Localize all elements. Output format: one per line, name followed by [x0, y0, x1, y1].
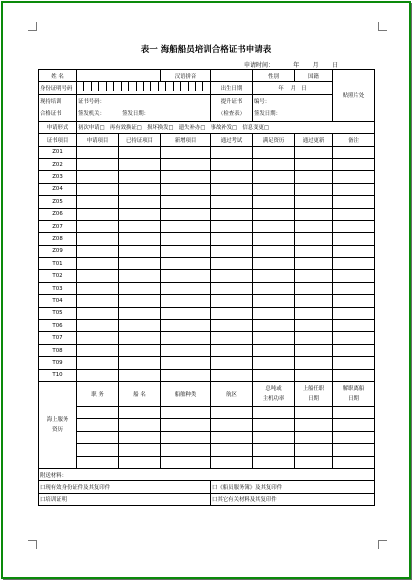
header-cell: 证书项目: [39, 134, 77, 146]
header-cell: 申请项目: [77, 134, 119, 146]
cert-item-cell[interactable]: [161, 307, 211, 319]
cert-item-cell[interactable]: [253, 258, 295, 270]
service-header: 解职离船 日期: [333, 381, 375, 406]
cert-item-cell[interactable]: [119, 258, 161, 270]
cert-item-row: [39, 245, 375, 257]
cert-item-cell[interactable]: [211, 344, 253, 356]
cert-item-cell[interactable]: [119, 357, 161, 369]
pinyin-label: 汉语拼音: [161, 70, 211, 82]
cert-item-row: [39, 208, 375, 220]
service-cell[interactable]: [77, 431, 119, 443]
upgrade-cert-label: 提升证书 （检查表）: [211, 94, 253, 121]
service-cell[interactable]: [333, 444, 375, 456]
service-row: [39, 406, 375, 418]
cert-item-cell[interactable]: [295, 270, 333, 282]
cert-item-cell[interactable]: [211, 282, 253, 294]
cert-item-cell[interactable]: [211, 183, 253, 195]
cert-item-cell[interactable]: [77, 332, 119, 344]
cert-item-cell[interactable]: [119, 282, 161, 294]
cert-code: T01: [39, 258, 77, 270]
cert-item-cell[interactable]: [333, 146, 375, 158]
attachment-servicebook-checkbox[interactable]: 口《船员服务簿》及其复印件: [211, 481, 375, 493]
cert-item-cell[interactable]: [253, 369, 295, 381]
cert-item-cell[interactable]: [253, 233, 295, 245]
cert-item-row: [39, 233, 375, 245]
cert-code: T03: [39, 282, 77, 294]
cert-item-cell[interactable]: [295, 307, 333, 319]
cert-item-cell[interactable]: [161, 171, 211, 183]
service-header: 上船任职 日期: [295, 381, 333, 406]
header-cell: 备注: [333, 134, 375, 146]
gender-label: 性别: [253, 70, 295, 82]
service-row: [39, 419, 375, 431]
cert-item-cell[interactable]: [333, 245, 375, 257]
cert-item-row: [39, 344, 375, 356]
header-cell: 新增项目: [161, 134, 211, 146]
cert-item-cell[interactable]: [119, 233, 161, 245]
service-cell[interactable]: [253, 444, 295, 456]
cert-item-cell[interactable]: [295, 158, 333, 170]
cert-item-cell[interactable]: [295, 295, 333, 307]
crop-mark: [28, 540, 37, 549]
form-title: 表一 海船船员培训合格证书申请表: [140, 45, 272, 55]
cert-item-cell[interactable]: [295, 183, 333, 195]
cert-item-cell[interactable]: [161, 158, 211, 170]
cert-item-cell[interactable]: [295, 357, 333, 369]
attachments-label: 附送材料：: [39, 468, 375, 480]
service-header: 职 务: [77, 381, 119, 406]
service-cell[interactable]: [161, 456, 211, 468]
id-label: 身份证明号码: [39, 82, 77, 94]
name-label: 姓 名: [39, 70, 77, 82]
cert-item-cell[interactable]: [77, 245, 119, 257]
service-cell[interactable]: [119, 406, 161, 418]
cert-item-cell[interactable]: [211, 220, 253, 232]
service-header: 航区: [211, 381, 253, 406]
cert-item-row: [39, 357, 375, 369]
cert-item-cell[interactable]: [161, 220, 211, 232]
cert-item-cell[interactable]: [211, 357, 253, 369]
service-cell[interactable]: [119, 456, 161, 468]
apply-type-options[interactable]: 初次申请□ 再有效换证□ 损坏换发□ 遗失补办□ 事故补发□ 信息变更□: [77, 121, 375, 133]
cert-item-cell[interactable]: [211, 171, 253, 183]
service-cell[interactable]: [333, 406, 375, 418]
service-cell[interactable]: [161, 431, 211, 443]
cert-item-cell[interactable]: [295, 258, 333, 270]
cert-item-cell[interactable]: [295, 233, 333, 245]
cert-item-cell[interactable]: [161, 295, 211, 307]
held-cert-info[interactable]: 证书号码： 签发机关： 签发日期：: [77, 94, 211, 121]
cert-item-cell[interactable]: [295, 208, 333, 220]
header-cell: 通过更新: [295, 134, 333, 146]
cert-item-cell[interactable]: [161, 146, 211, 158]
cert-item-cell[interactable]: [161, 245, 211, 257]
cert-item-cell[interactable]: [253, 158, 295, 170]
application-form-table: [38, 69, 375, 506]
cert-item-row: [39, 158, 375, 170]
service-cell[interactable]: [77, 419, 119, 431]
service-cell[interactable]: [211, 419, 253, 431]
cert-item-cell[interactable]: [253, 208, 295, 220]
cert-item-cell[interactable]: [253, 270, 295, 282]
cert-item-cell[interactable]: [253, 171, 295, 183]
cert-item-cell[interactable]: [161, 258, 211, 270]
service-cell[interactable]: [161, 406, 211, 418]
service-cell[interactable]: [119, 444, 161, 456]
cert-code: T08: [39, 344, 77, 356]
photo-area: 贴照片处: [333, 70, 375, 122]
crop-mark: [378, 22, 387, 31]
cert-code: Z02: [39, 158, 77, 170]
cert-item-cell[interactable]: [253, 282, 295, 294]
cert-item-cell[interactable]: [119, 208, 161, 220]
cert-item-cell[interactable]: [333, 307, 375, 319]
header-cell: 通过考试: [211, 134, 253, 146]
cert-item-cell[interactable]: [119, 196, 161, 208]
cert-item-cell[interactable]: [295, 245, 333, 257]
cert-item-cell[interactable]: [211, 245, 253, 257]
cert-item-cell[interactable]: [211, 196, 253, 208]
service-cell[interactable]: [119, 431, 161, 443]
cert-item-cell[interactable]: [253, 357, 295, 369]
cert-code: Z04: [39, 183, 77, 195]
cert-item-cell[interactable]: [333, 208, 375, 220]
cert-item-cell[interactable]: [77, 158, 119, 170]
cert-item-cell[interactable]: [77, 220, 119, 232]
cert-item-cell[interactable]: [333, 233, 375, 245]
held-cert-label: 现持培训 合格证书: [39, 94, 77, 121]
service-cell[interactable]: [211, 431, 253, 443]
cert-item-cell[interactable]: [211, 369, 253, 381]
cert-item-cell[interactable]: [119, 146, 161, 158]
cert-item-cell[interactable]: [77, 258, 119, 270]
cert-item-cell[interactable]: [253, 183, 295, 195]
cert-item-cell[interactable]: [295, 196, 333, 208]
cert-item-cell[interactable]: [119, 295, 161, 307]
service-cell[interactable]: [295, 456, 333, 468]
cert-item-cell[interactable]: [161, 270, 211, 282]
cert-code: Z03: [39, 171, 77, 183]
cert-item-cell[interactable]: [295, 220, 333, 232]
cert-item-cell[interactable]: [333, 357, 375, 369]
cert-item-cell[interactable]: [253, 332, 295, 344]
cert-code: T07: [39, 332, 77, 344]
cert-item-cell[interactable]: [161, 183, 211, 195]
cert-item-cell[interactable]: [211, 208, 253, 220]
cert-item-cell[interactable]: [77, 357, 119, 369]
cert-code: Z06: [39, 208, 77, 220]
service-cell[interactable]: [295, 444, 333, 456]
application-date: 申请时间： 年 月 日: [244, 62, 339, 69]
cert-item-cell[interactable]: [161, 208, 211, 220]
service-cell[interactable]: [161, 419, 211, 431]
cert-item-cell[interactable]: [333, 270, 375, 282]
birth-field[interactable]: 年 月 日: [253, 82, 333, 94]
cert-item-cell[interactable]: [333, 196, 375, 208]
cert-item-cell[interactable]: [77, 320, 119, 332]
cert-item-cell[interactable]: [253, 320, 295, 332]
cert-item-cell[interactable]: [119, 245, 161, 257]
service-cell[interactable]: [253, 406, 295, 418]
cert-item-cell[interactable]: [119, 369, 161, 381]
cert-item-row: [39, 220, 375, 232]
attachment-training-checkbox[interactable]: 口培训证明: [39, 493, 211, 505]
cert-item-cell[interactable]: [333, 258, 375, 270]
cert-item-row: [39, 258, 375, 270]
header-cell: 已持证项目: [119, 134, 161, 146]
cert-item-row: [39, 332, 375, 344]
cert-code: Z01: [39, 146, 77, 158]
cert-item-cell[interactable]: [119, 171, 161, 183]
cert-item-cell[interactable]: [211, 270, 253, 282]
cert-item-cell[interactable]: [77, 344, 119, 356]
service-cell[interactable]: [77, 444, 119, 456]
cert-item-cell[interactable]: [77, 307, 119, 319]
cert-code: T06: [39, 320, 77, 332]
cert-item-cell[interactable]: [333, 320, 375, 332]
service-cell[interactable]: [211, 444, 253, 456]
cert-code: Z07: [39, 220, 77, 232]
cert-item-cell[interactable]: [77, 233, 119, 245]
cert-item-cell[interactable]: [253, 220, 295, 232]
cert-item-cell[interactable]: [161, 320, 211, 332]
cert-item-row: [39, 196, 375, 208]
service-cell[interactable]: [161, 444, 211, 456]
service-cell[interactable]: [211, 456, 253, 468]
cert-item-cell[interactable]: [161, 282, 211, 294]
cert-item-row: [39, 369, 375, 381]
cert-item-cell[interactable]: [77, 183, 119, 195]
service-cell[interactable]: [253, 419, 295, 431]
cert-item-row: [39, 282, 375, 294]
items-header-row: [39, 134, 375, 146]
cert-item-cell[interactable]: [211, 258, 253, 270]
cert-item-cell[interactable]: [211, 307, 253, 319]
cert-item-cell[interactable]: [295, 332, 333, 344]
cert-item-cell[interactable]: [295, 171, 333, 183]
service-row: [39, 444, 375, 456]
upgrade-cert-info[interactable]: 编号： 签发日期：: [253, 94, 333, 121]
cert-item-cell[interactable]: [253, 245, 295, 257]
cert-code: Z05: [39, 196, 77, 208]
cert-code: Z08: [39, 233, 77, 245]
cert-item-cell[interactable]: [77, 282, 119, 294]
cert-item-cell[interactable]: [295, 146, 333, 158]
id-number-boxes[interactable]: [77, 82, 211, 94]
crop-mark: [28, 22, 37, 31]
cert-item-row: [39, 307, 375, 319]
cert-item-cell[interactable]: [253, 344, 295, 356]
attachment-other-checkbox[interactable]: 口其它有关材料及其复印件: [211, 493, 375, 505]
cert-item-cell[interactable]: [253, 196, 295, 208]
cert-item-cell[interactable]: [77, 208, 119, 220]
cert-code: Z09: [39, 245, 77, 257]
cert-item-cell[interactable]: [333, 220, 375, 232]
service-cell[interactable]: [333, 431, 375, 443]
cert-item-cell[interactable]: [161, 369, 211, 381]
cert-item-cell[interactable]: [333, 369, 375, 381]
cert-item-cell[interactable]: [333, 158, 375, 170]
cert-item-cell[interactable]: [295, 320, 333, 332]
service-header: 船舶种类: [161, 381, 211, 406]
service-cell[interactable]: [77, 406, 119, 418]
cert-item-cell[interactable]: [295, 369, 333, 381]
cert-item-row: [39, 146, 375, 158]
cert-code: T09: [39, 357, 77, 369]
cert-item-cell[interactable]: [253, 295, 295, 307]
header-cell: 满足资历: [253, 134, 295, 146]
cert-item-cell[interactable]: [211, 320, 253, 332]
service-cell[interactable]: [333, 456, 375, 468]
service-cell[interactable]: [295, 431, 333, 443]
service-row: [39, 431, 375, 443]
cert-item-row: [39, 270, 375, 282]
cert-item-cell[interactable]: [161, 332, 211, 344]
cert-item-cell[interactable]: [119, 220, 161, 232]
cert-item-cell[interactable]: [119, 307, 161, 319]
cert-item-cell[interactable]: [161, 233, 211, 245]
cert-item-cell[interactable]: [333, 344, 375, 356]
cert-item-cell[interactable]: [211, 233, 253, 245]
cert-code: T02: [39, 270, 77, 282]
cert-code: T04: [39, 295, 77, 307]
cert-item-cell[interactable]: [119, 320, 161, 332]
service-cell[interactable]: [253, 456, 295, 468]
service-cell[interactable]: [333, 419, 375, 431]
cert-item-cell[interactable]: [211, 158, 253, 170]
cert-item-row: [39, 183, 375, 195]
name-field[interactable]: [77, 70, 161, 82]
cert-item-cell[interactable]: [77, 369, 119, 381]
crop-mark: [378, 540, 387, 549]
service-row: [39, 456, 375, 468]
service-header: 总吨或 主机功率: [253, 381, 295, 406]
cert-item-cell[interactable]: [333, 171, 375, 183]
cert-item-row: [39, 171, 375, 183]
cert-item-cell[interactable]: [333, 295, 375, 307]
birth-label: 出生日期: [211, 82, 253, 94]
cert-item-cell[interactable]: [119, 270, 161, 282]
cert-item-cell[interactable]: [77, 146, 119, 158]
cert-item-cell[interactable]: [295, 344, 333, 356]
cert-item-cell[interactable]: [161, 344, 211, 356]
cert-item-cell[interactable]: [211, 146, 253, 158]
service-cell[interactable]: [295, 419, 333, 431]
cert-item-cell[interactable]: [77, 270, 119, 282]
cert-item-cell[interactable]: [77, 171, 119, 183]
cert-item-cell[interactable]: [119, 332, 161, 344]
cert-item-cell[interactable]: [77, 295, 119, 307]
cert-item-cell[interactable]: [119, 183, 161, 195]
nationality-label: 国籍: [295, 70, 333, 82]
cert-item-cell[interactable]: [253, 146, 295, 158]
cert-code: T10: [39, 369, 77, 381]
cert-item-cell[interactable]: [161, 196, 211, 208]
cert-item-cell[interactable]: [161, 357, 211, 369]
service-header: 船 名: [119, 381, 161, 406]
cert-item-cell[interactable]: [295, 282, 333, 294]
apply-type-label: 申请形式: [39, 121, 77, 133]
cert-item-cell[interactable]: [77, 196, 119, 208]
cert-item-cell[interactable]: [333, 183, 375, 195]
cert-item-cell[interactable]: [253, 307, 295, 319]
service-cell[interactable]: [77, 456, 119, 468]
service-cell[interactable]: [253, 431, 295, 443]
attachment-id-checkbox[interactable]: 口现有效身份证件及其复印件: [39, 481, 211, 493]
cert-item-cell[interactable]: [211, 295, 253, 307]
cert-item-cell[interactable]: [333, 282, 375, 294]
cert-item-row: [39, 320, 375, 332]
cert-item-cell[interactable]: [211, 332, 253, 344]
cert-item-cell[interactable]: [333, 332, 375, 344]
sea-service-label: 海上服务 资历: [39, 381, 77, 468]
pinyin-field[interactable]: [211, 70, 253, 82]
service-cell[interactable]: [211, 406, 253, 418]
service-cell[interactable]: [119, 419, 161, 431]
service-cell[interactable]: [295, 406, 333, 418]
cert-code: T05: [39, 307, 77, 319]
cert-item-row: [39, 295, 375, 307]
cert-item-cell[interactable]: [119, 158, 161, 170]
cert-item-cell[interactable]: [119, 344, 161, 356]
